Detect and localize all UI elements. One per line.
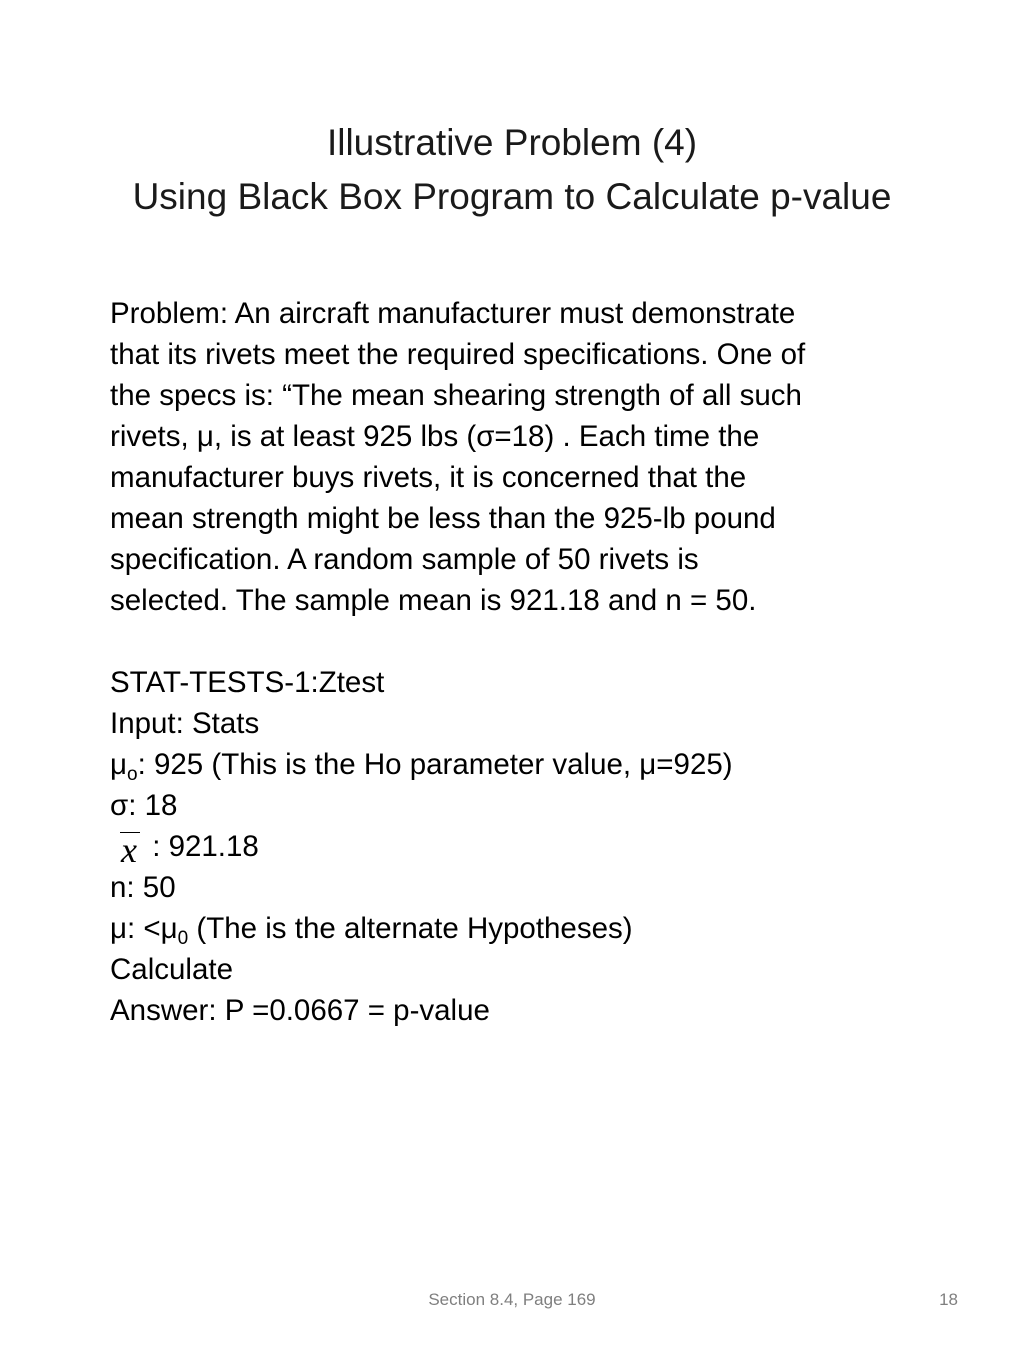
footer-section-reference: Section 8.4, Page 169 — [428, 1290, 596, 1309]
problem-line: rivets, μ, is at least 925 lbs (σ=18) . Each time the — [110, 420, 760, 453]
problem-line: that its rivets meet the required specifications. One of — [110, 338, 806, 371]
problem-statement — [110, 293, 970, 621]
step-command: STAT-TESTS-1:Ztest — [110, 666, 385, 699]
problem-line: manufacturer buys rivets, it is concerned that the — [110, 461, 747, 494]
problem-line: selected. The sample mean is 921.18 and n = 50. — [110, 584, 757, 617]
step-mu0 — [110, 744, 970, 785]
problem-line: Problem: An aircraft manufacturer must demonstrate — [110, 297, 796, 330]
step-input: Input: Stats — [110, 707, 260, 740]
xbar-symbol: x — [114, 832, 144, 868]
xbar-value: : 921.18 — [144, 830, 259, 863]
mu-subscript: o — [127, 764, 138, 785]
alt-prefix: μ: <μ — [110, 912, 178, 945]
step-calculate: Calculate — [110, 953, 233, 986]
alt-subscript: 0 — [177, 928, 189, 949]
problem-line: specification. A random sample of 50 rivets is — [110, 543, 699, 576]
step-answer: Answer: P =0.0667 = p-value — [110, 994, 490, 1027]
problem-line: mean strength might be less than the 925-lb pound — [110, 502, 776, 535]
mu-symbol: μ — [110, 748, 127, 781]
step-n: n: 50 — [110, 871, 176, 904]
footer-page-number: 18 — [939, 1290, 958, 1309]
problem-line: the specs is: “The mean shearing strength of all such — [110, 379, 802, 412]
spacer — [110, 621, 970, 662]
step-xbar — [110, 826, 970, 870]
alt-text: (The is the alternate Hypotheses) — [188, 912, 633, 945]
step-sigma: σ: 18 — [110, 789, 178, 822]
slide-title-line-1: Illustrative Problem (4) — [326, 122, 698, 163]
slide-body — [110, 293, 970, 1031]
slide-title — [0, 116, 1024, 224]
mu0-value: : 925 (This is the Ho parameter value, μ=925) — [137, 748, 733, 781]
step-alternate — [110, 908, 970, 949]
calculator-steps — [110, 662, 970, 1031]
slide-title-line-2: Using Black Box Program to Calculate p-value — [132, 176, 892, 217]
